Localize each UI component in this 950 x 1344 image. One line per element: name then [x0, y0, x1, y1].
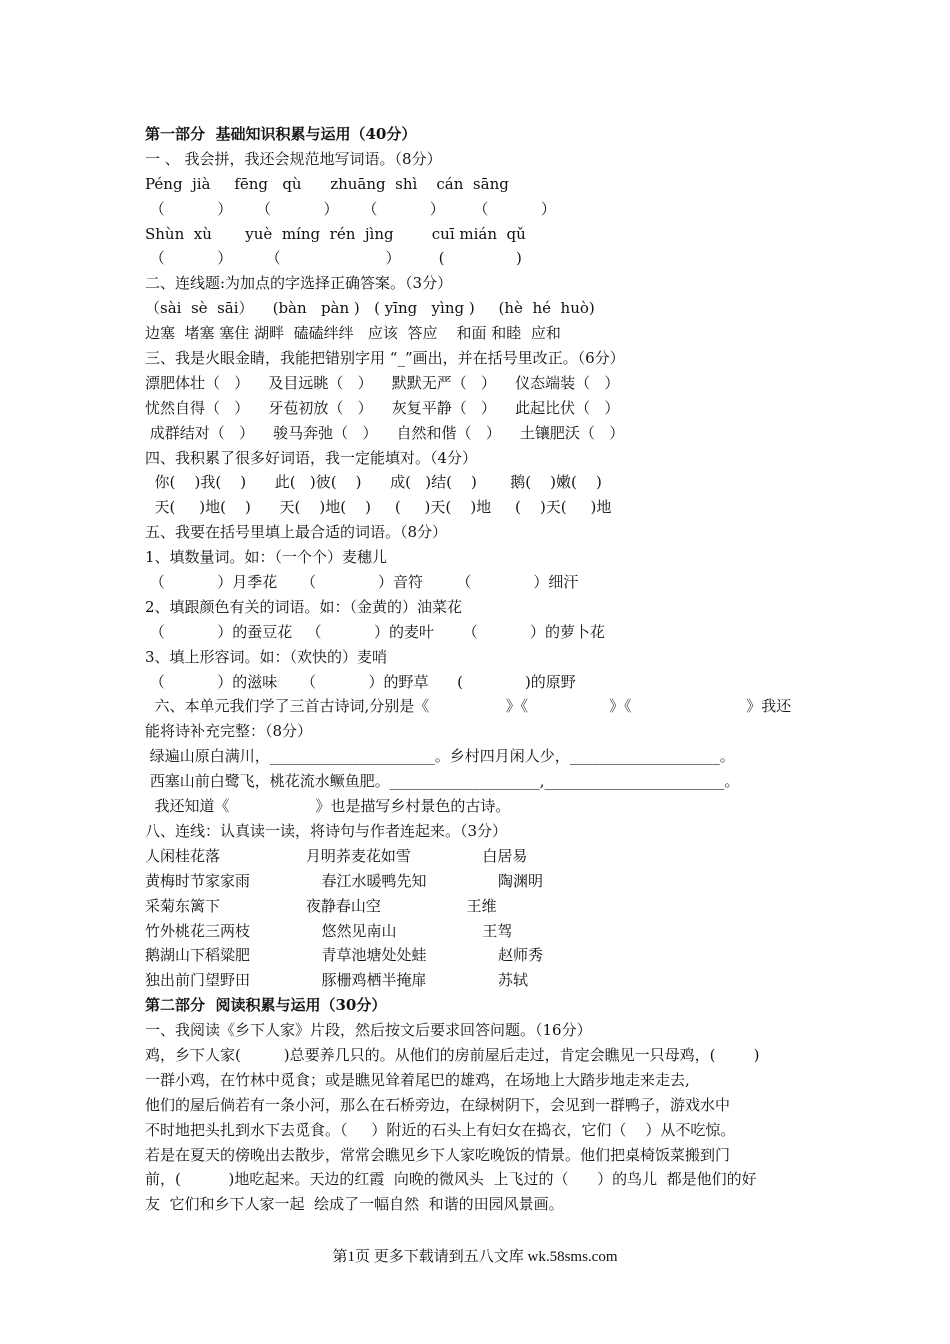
document-body [145, 122, 815, 1217]
poem-fill-row: 西塞山前白鹭飞，桃花流水鳜鱼肥。____________________,________________________。 [145, 772, 740, 791]
question-title: 八、连线：认真读一读，将诗句与作者连起来。（3分） [145, 821, 508, 840]
matching-row: 竹外桃花三两枝 悠然见南山 王驾 [145, 921, 513, 940]
poem-fill-row: 绿遍山原白满川，______________________。乡村四月闲人少，____________________。 [145, 747, 735, 766]
matching-row: 人闲桂花落 月明荞麦花如雪 白居易 [145, 846, 528, 865]
pinyin-row: Péng jià fēng qù zhuāng shì cán sāng [145, 174, 509, 193]
word-row: 成群结对（ ） 骏马奔弛（ ） 自然和偕（ ） 土镶肥沃（ ） [145, 423, 625, 442]
fill-row: （ ）的蚕豆花 （ ）的麦叶 （ ）的萝卜花 [145, 622, 606, 641]
sub-question: 2、填跟颜色有关的词语。如：（金黄的）油菜花 [145, 597, 463, 616]
answer-brackets-row: （ ） （ ） ( ) [145, 249, 522, 268]
matching-row: 独出前门望野田 豚栅鸡栖半掩扉 苏轼 [145, 971, 529, 990]
fill-row: （ ）月季花 （ ）音符 （ ）细汗 [145, 573, 579, 592]
passage-line: 一群小鸡，在竹林中觅食；或是瞧见耸着尾巴的雄鸡，在场地上大踏步地走来走去, [145, 1070, 690, 1089]
question-title: 五、我要在括号里填上最合适的词语。（8分） [145, 523, 448, 542]
passage-line: 前，( )地吃起来。天边的红霞 向晚的微风头 上飞过的（ ）的鸟儿 都是他们的好 [145, 1170, 757, 1189]
passage-line: 鸡，乡下人家( )总要养几只的。从他们的房前屋后走过，肯定会瞧见一只母鸡，( ) [145, 1045, 760, 1064]
question-title: 三、我是火眼金睛，我能把错别字用 “_”画出，并在括号里改正。（6分） [145, 349, 625, 368]
question-title: 二、连线题:为加点的字选择正确答案。（3分） [145, 274, 453, 293]
section-heading: 第一部分 基础知识积累与运用（40分） [145, 125, 417, 143]
matching-row: 采菊东篱下 夜静春山空 王维 [145, 896, 497, 915]
passage-line: 不时地把头扎到水下去觅食。（ ）附近的石头上有妇女在捣衣，它们（ ）从不吃惊。 [145, 1120, 736, 1139]
question-title: 一、我阅读《乡下人家》片段，然后按文后要求回答问题。（16分） [145, 1021, 592, 1040]
passage-line: 若是在夏天的傍晚出去散步，常常会瞧见乡下人家吃晚饭的情景。他们把桌椅饭菜搬到门 [145, 1145, 731, 1164]
question-title: 一 、 我会拼，我还会规范地写词语。（8分） [145, 149, 442, 168]
answer-brackets-row: （ ） （ ） （ ） （ ） [145, 199, 556, 218]
fill-row: 天( )地( ) 天( )地( ) ( )天( )地 ( )天( )地 [145, 498, 612, 517]
section-heading: 第二部分 阅读积累与运用（30分） [145, 996, 387, 1015]
question-title: 六、本单元我们学了三首古诗词,分别是《 》《 》《 》我还 [145, 697, 792, 716]
matching-row: 鹅湖山下稻粱肥 青草池塘处处蛙 赵师秀 [145, 946, 544, 965]
poem-fill-row: 我还知道《 》也是描写乡村景色的古诗。 [145, 797, 511, 816]
word-row: 忧然自得（ ） 牙苞初放（ ） 灰复平静（ ） 此起比伏（ ） [145, 398, 620, 417]
matching-row: 黄梅时节家家雨 春江水暖鸭先知 陶渊明 [145, 871, 544, 890]
pinyin-options-row: （sài sè sāi） (bàn pàn ) ( yīng yìng ) (hè hé huò) [145, 299, 595, 318]
passage-line: 他们的屋后倘若有一条小河，那么在石桥旁边，在绿树阴下，会见到一群鸭子，游戏水中 [145, 1095, 731, 1114]
word-row: 边塞 堵塞 塞住 湖畔 磕磕绊绊 应该 答应 和面 和睦 应和 [145, 324, 561, 343]
fill-row: （ ）的滋味 （ ）的野草 ( )的原野 [145, 672, 576, 691]
fill-row: 你( )我( ) 此( )彼( ) 成( )结( ) 鹅( )嫩( ) [145, 473, 602, 492]
word-row: 漂肥体壮（ ） 及目远眺（ ） 默默无严（ ） 仪态端装（ ） [145, 373, 620, 392]
page-footer: 第1页 更多下载请到五八文库 wk.58sms.com [332, 1249, 618, 1265]
sub-question: 3、填上形容词。如：（欢快的）麦哨 [145, 647, 388, 666]
question-title: 四、我积累了很多好词语，我一定能填对。（4分） [145, 448, 478, 467]
pinyin-row: Shùn xù yuè míng rén jìng cuī mián qǔ [145, 224, 526, 243]
passage-line: 友 它们和乡下人家一起 绘成了一幅自然 和谐的田园风景画。 [145, 1195, 564, 1214]
sub-question: 1、填数量词。如：（一个个）麦穗儿 [145, 548, 388, 567]
question-title-continued: 能将诗补充完整：（8分） [145, 722, 313, 741]
